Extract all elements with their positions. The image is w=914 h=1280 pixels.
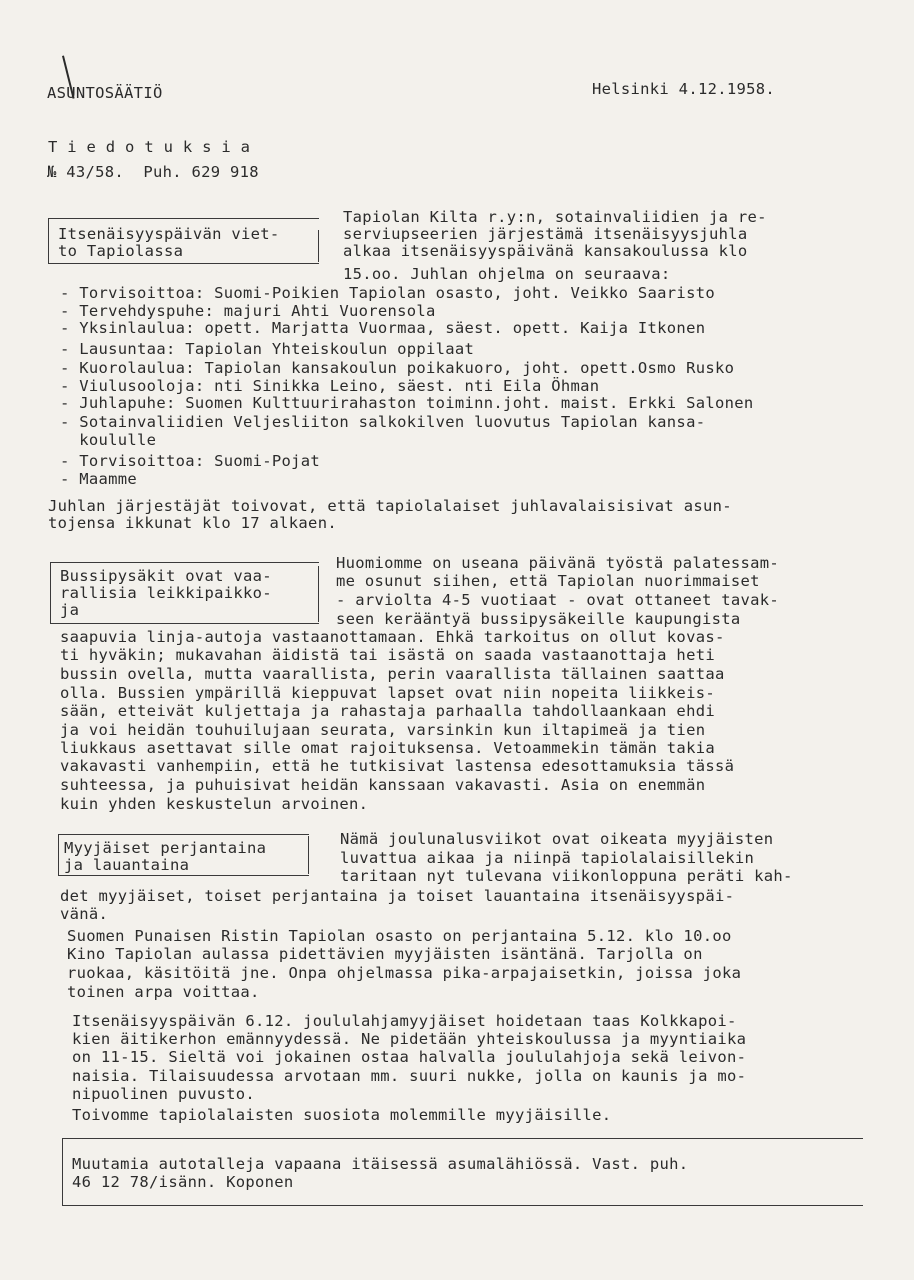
- paragraph-line: tojensa ikkunat klo 17 alkaen.: [48, 514, 337, 532]
- section-heading: Myyjäiset perjantaina: [64, 839, 267, 857]
- paragraph-line: suhteessa, ja puhuisivat heidän kanssaan vakavasti. Asia on enemmän: [60, 776, 706, 794]
- paragraph-line: on 11-15. Sieltä voi jokainen ostaa halvalla joululahjoja sekä leivon-: [72, 1048, 747, 1066]
- paragraph-line: Nämä joulunalusviikot ovat oikeata myyjäisten: [340, 830, 774, 848]
- paragraph-line: nipuolinen puvusto.: [72, 1085, 256, 1103]
- section-heading: to Tapiolassa: [58, 242, 184, 260]
- paragraph-line: alkaa itsenäisyyspäivänä kansakoulussa klo: [343, 242, 748, 260]
- paragraph-line: kien äitikerhon emännyydessä. Ne pidetään yhteiskoulussa ja myyntiaika: [72, 1030, 747, 1048]
- program-item: - Viulusooloja: nti Sinikka Leino, säest. nti Eila Öhman: [60, 377, 600, 395]
- paragraph-line: seen kerääntyä bussipysäkeille kaupungista: [336, 610, 741, 628]
- box-right-edge: [318, 230, 319, 262]
- paragraph-line: olla. Bussien ympärillä kieppuvat lapset ovat niin nopeita liikkeis-: [60, 684, 715, 702]
- program-item: - Yksinlaulua: opett. Marjatta Vuormaa, säest. opett. Kaija Itkonen: [60, 319, 706, 337]
- paragraph-line: ruokaa, käsitöitä jne. Onpa ohjelmassa pika-arpajaisetkin, joissa joka: [67, 964, 742, 982]
- section-heading: Bussipysäkit ovat vaa-: [60, 567, 272, 585]
- box-right-edge: [308, 836, 309, 874]
- paragraph-line: Juhlan järjestäjät toivovat, että tapiolalaiset juhlavalaisisivat asun-: [48, 497, 732, 515]
- paragraph-line: vänä.: [60, 905, 109, 923]
- paragraph-line: sään, etteivät kuljettaja ja rahastaja parhaalla tahdollaankaan ehdi: [60, 702, 715, 720]
- paragraph-line: me osunut siihen, että Tapiolan nuorimmaiset: [336, 572, 760, 590]
- box-right-edge: [318, 566, 319, 622]
- program-item: - Tervehdyspuhe: majuri Ahti Vuorensola: [60, 302, 436, 320]
- paragraph-line: ja voi heidän touhuilujaan seurata, varsinkin kun iltapimeä ja tien: [60, 721, 706, 739]
- paragraph-line: naisia. Tilaisuudessa arvotaan mm. suuri nukke, jolla on kaunis ja mo-: [72, 1067, 747, 1085]
- program-item: - Torvisoittoa: Suomi-Poikien Tapiolan osasto, joht. Veikko Saaristo: [60, 284, 715, 302]
- section-heading: Itsenäisyyspäivän viet-: [58, 225, 280, 243]
- paragraph-line: ti hyväkin; mukavahan äidistä tai isästä on saada vastaanottaja heti: [60, 646, 715, 664]
- program-item: - Sotainvaliidien Veljesliiton salkokilven luovutus Tapiolan kansa-: [60, 413, 706, 431]
- section-heading: ja: [60, 601, 80, 619]
- program-item: - Kuorolaulua: Tapiolan kansakoulun poikakuoro, joht. opett.Osmo Rusko: [60, 359, 735, 377]
- paragraph-line: kuin yhden keskustelun arvoinen.: [60, 795, 369, 813]
- paragraph-line: toinen arpa voittaa.: [67, 983, 260, 1001]
- program-item: - Maamme: [60, 470, 138, 488]
- paragraph-line: 15.oo. Juhlan ohjelma on seuraava:: [343, 265, 671, 283]
- bulletin-title: T i e d o t u k s i a: [48, 138, 251, 156]
- org-name: ASUNTOSÄÄTIÖ: [47, 84, 163, 102]
- paragraph-line: saapuvia linja-autoja vastaanottamaan. Ehkä tarkoitus on ollut kovas-: [60, 628, 725, 646]
- paragraph-line: bussin ovella, mutta vaarallista, perin vaarallista tällainen saattaa: [60, 665, 725, 683]
- place-date: Helsinki 4.12.1958.: [592, 80, 776, 98]
- program-item: - Juhlapuhe: Suomen Kulttuurirahaston toiminn.joht. maist. Erkki Salonen: [60, 394, 754, 412]
- paragraph-line: liukkaus asettavat sille omat rajoituksensa. Vetoammekin tämän takia: [60, 739, 715, 757]
- paragraph-line: Itsenäisyyspäivän 6.12. joululahjamyyjäiset hoidetaan taas Kolkkapoi-: [72, 1012, 737, 1030]
- paragraph-line: Kino Tapiolan aulassa pidettävien myyjäisten isäntänä. Tarjolla on: [67, 945, 703, 963]
- paragraph-line: det myyjäiset, toiset perjantaina ja toiset lauantaina itsenäisyyspäi-: [60, 887, 735, 905]
- program-item: koululle: [60, 431, 157, 449]
- paragraph-line: vakavasti vanhempiin, että he tutkisivat lastensa edesottamuksia tässä: [60, 757, 735, 775]
- paragraph-line: Huomiomme on useana päivänä työstä palatessam-: [336, 554, 780, 572]
- section-heading: ja lauantaina: [64, 856, 190, 874]
- paragraph-line: luvattua aikaa ja niinpä tapiolalaisillekin: [340, 849, 755, 867]
- ad-line: Muutamia autotalleja vapaana itäisessä asumalähiössä. Vast. puh.: [72, 1155, 689, 1173]
- number-phone: № 43/58. Puh. 629 918: [47, 163, 259, 181]
- section-heading: rallisia leikkipaikko-: [60, 584, 272, 602]
- paragraph-line: Toivomme tapiolalaisten suosiota molemmille myyjäisille.: [72, 1106, 612, 1124]
- ad-line: 46 12 78/isänn. Koponen: [72, 1173, 294, 1191]
- program-item: - Torvisoittoa: Suomi-Pojat: [60, 452, 321, 470]
- paragraph-line: - arviolta 4-5 vuotiaat - ovat ottaneet tavak-: [336, 591, 780, 609]
- paragraph-line: serviupseerien järjestämä itsenäisyysjuhla: [343, 225, 748, 243]
- paragraph-line: taritaan nyt tulevana viikonloppuna peräti kah-: [340, 867, 793, 885]
- paragraph-line: Tapiolan Kilta r.y:n, sotainvaliidien ja re-: [343, 208, 767, 226]
- program-item: - Lausuntaa: Tapiolan Yhteiskoulun oppilaat: [60, 340, 475, 358]
- paragraph-line: Suomen Punaisen Ristin Tapiolan osasto on perjantaina 5.12. klo 10.oo: [67, 927, 732, 945]
